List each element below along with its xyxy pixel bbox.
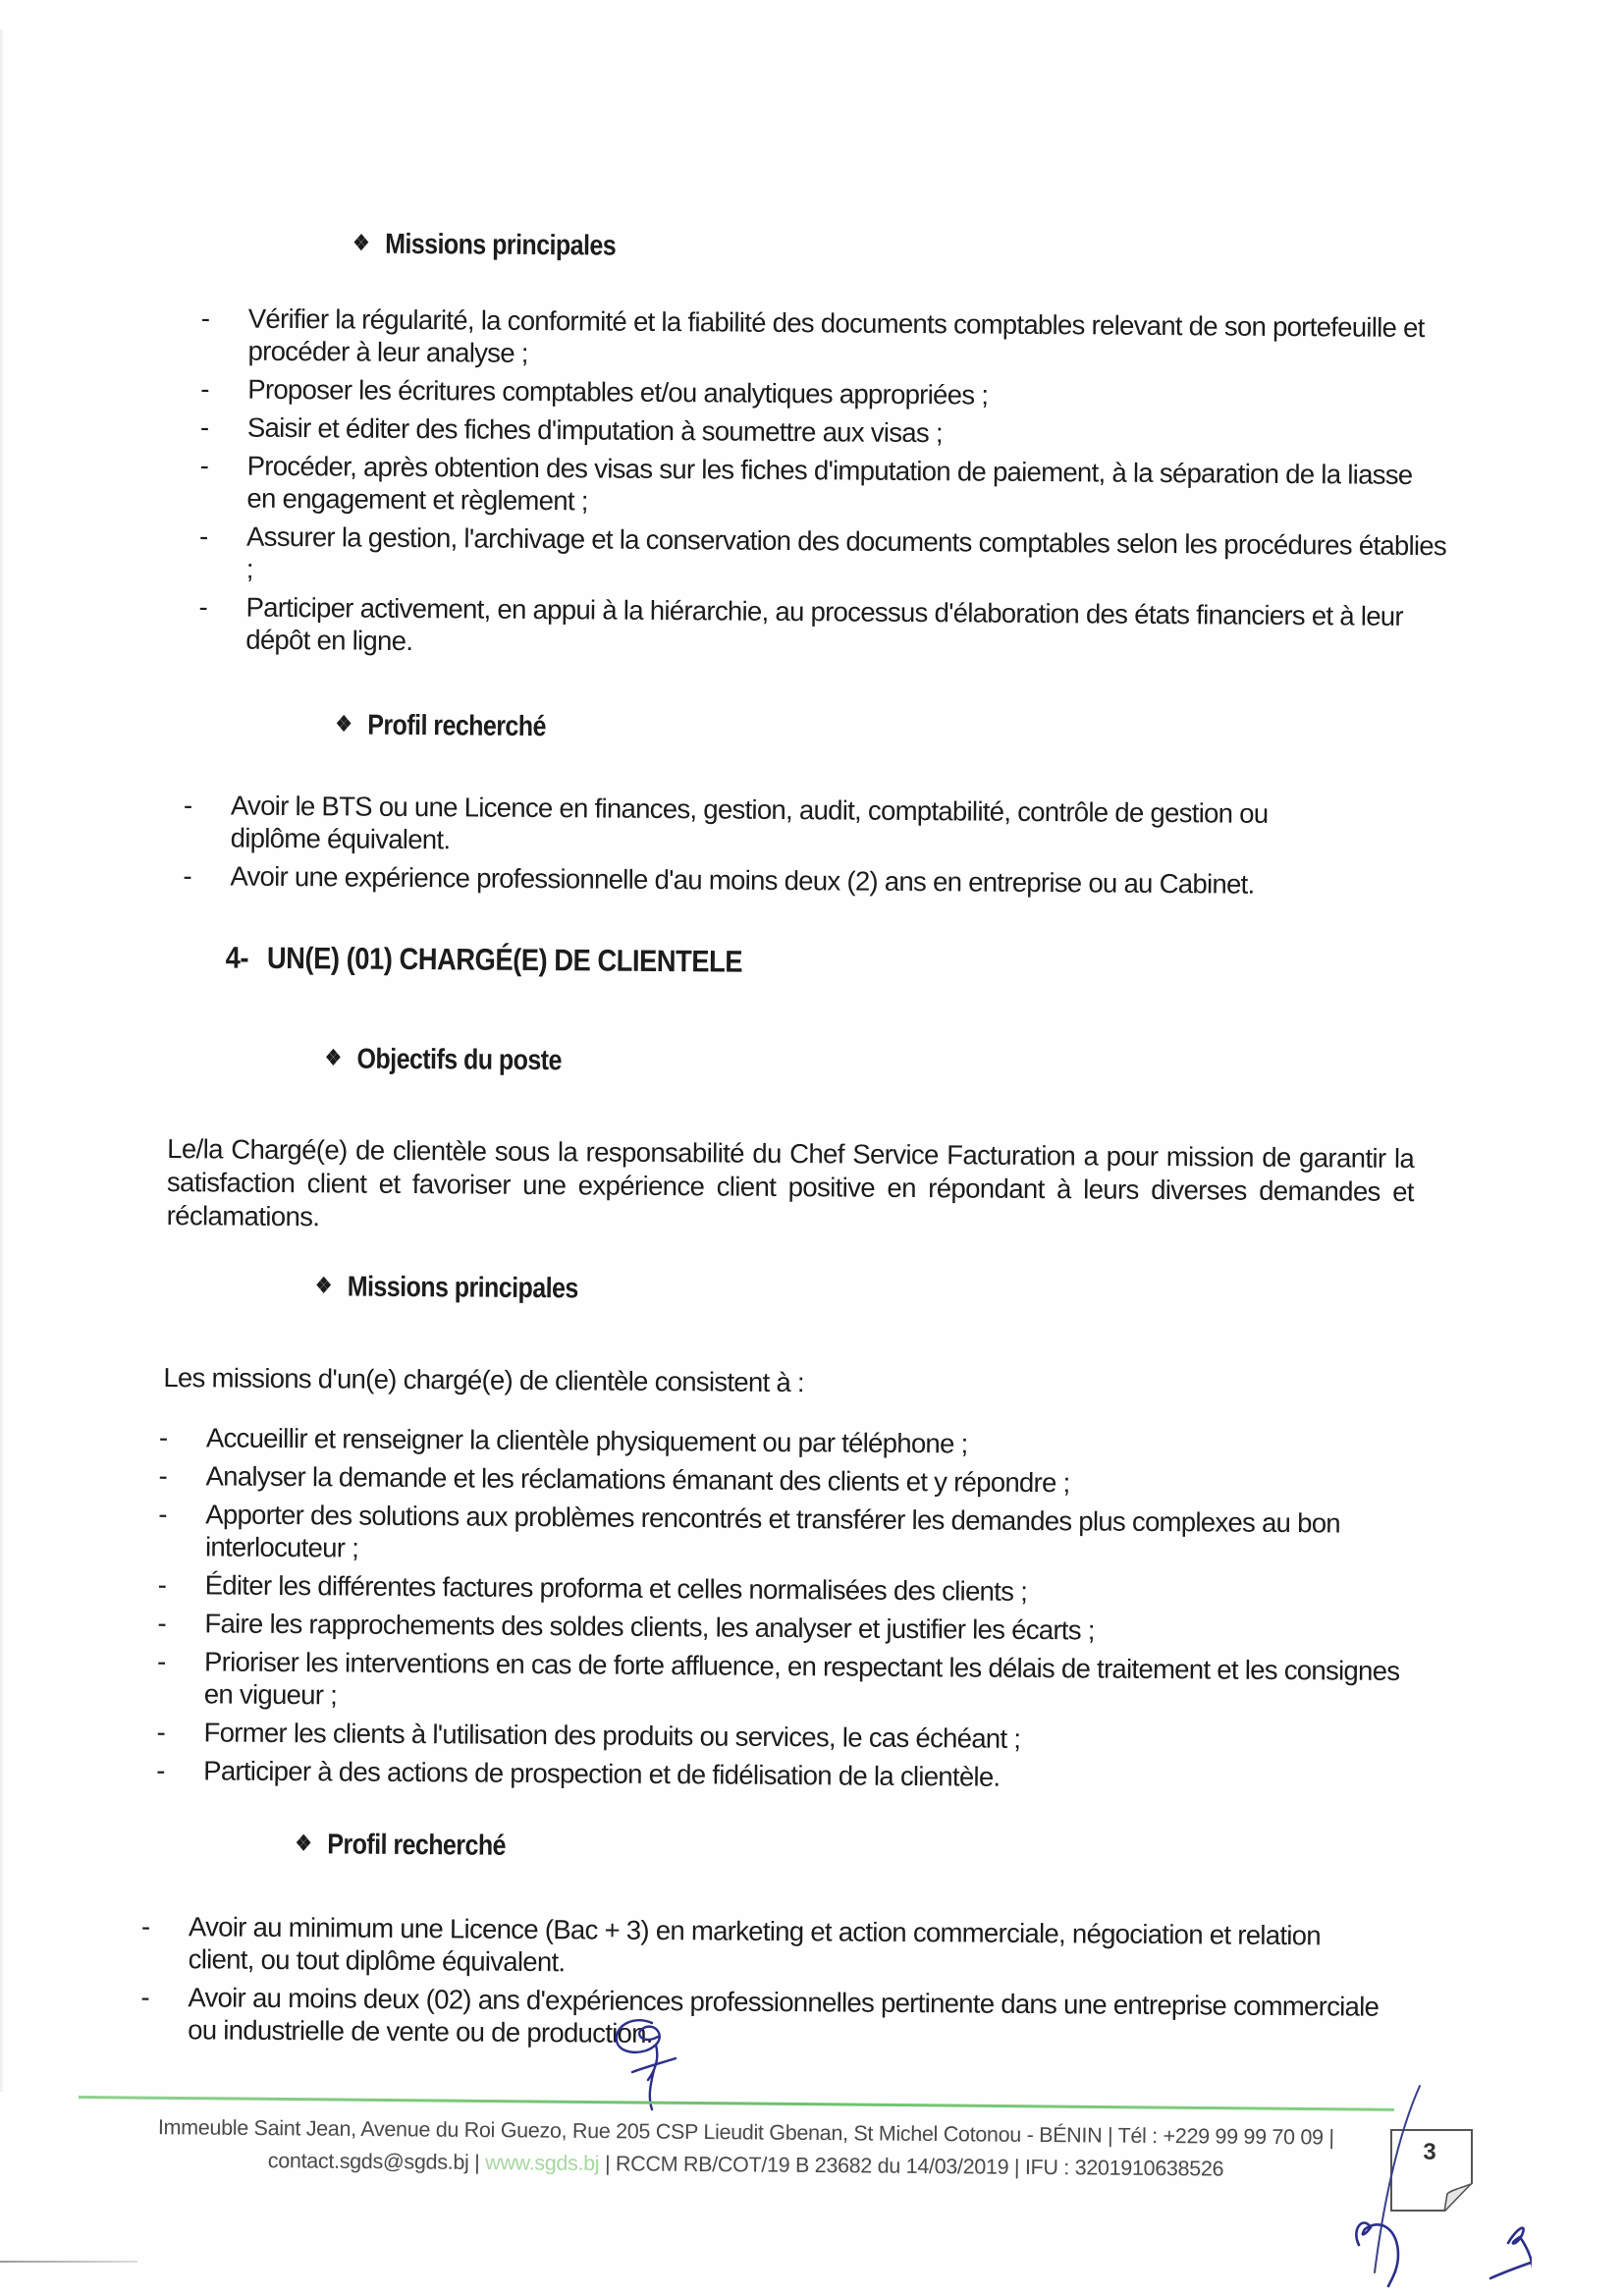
list-item [183,790,1350,863]
dash-marker: - [200,302,210,334]
list-item [183,860,1349,902]
list-item [198,591,1445,666]
diamond-bullet-icon: ❖ [335,711,352,737]
dash-marker: - [200,373,209,405]
footer-website[interactable]: www.sgds.bj [485,2151,600,2176]
list-item-text: Avoir au minimum une Licence (Bac + 3) en marketing et action commerciale, négociation et relation client, ou tout diplôme équivalent. [188,1911,1322,1978]
dash-marker: - [183,860,191,892]
list-item-text: Saisir et éditer des fiches d'imputation à soumettre aux visas ; [246,411,943,449]
list-item-text: Faire les rapprochements des soldes clients, les analyser et justifier les écarts ; [204,1608,1095,1646]
heading-text: Missions principales [385,228,617,262]
diamond-bullet-icon: ❖ [352,230,370,255]
objectifs-heading [325,1043,562,1077]
dash-marker: - [198,591,208,623]
dash-marker: - [158,1421,168,1453]
list-item-text: Prioriser les interventions en cas de forte affluence, en respectant les délais de traitement et les consignes en vigueur ; [203,1646,1400,1711]
profil-list-s3 [183,790,1350,907]
section-number: 4- [225,940,249,975]
footer-address: Immeuble Saint Jean, Avenue du Roi Guezo, Rue 205 CSP Lieudit Gbenan, St Michel Cotonou - BÉNIN | Tél : +229 99 99 70 09 | [157,2115,1334,2150]
dash-marker: - [158,1498,167,1530]
list-item-text: Avoir le BTS ou une Licence en finances, gestion, audit, comptabilité, contrôle de gestion ou diplôme équivalent. [230,790,1269,855]
list-item [198,520,1447,595]
list-item [200,373,1447,415]
list-item [156,1645,1408,1720]
diamond-bullet-icon: ❖ [295,1831,312,1856]
list-item [199,411,1447,454]
dash-marker: - [156,1716,166,1748]
dash-marker: - [198,520,208,552]
missions-list-s4 [156,1421,1410,1802]
list-item-text: Avoir une expérience professionnelle d'au moins deux (2) ans en entreprise ou au Cabinet. [230,860,1255,900]
list-item-text: Proposer les écritures comptables et/ou analytiques appropriées ; [247,373,989,410]
list-item [156,1716,1407,1758]
objectifs-paragraph: Le/la Chargé(e) de clientèle sous la responsabilité du Chef Service Facturation a pour mission de garantir la satisfaction client et favoriser une expérience client positive en répondant à leurs diverses demandes et réclamations. [166,1133,1415,1232]
dash-marker: - [156,1754,165,1786]
list-item-text: Éditer les différentes factures proforma et celles normalisées des clients ; [204,1569,1028,1607]
heading-text: Profil recherché [367,709,547,743]
dash-marker: - [183,790,192,821]
profil-heading-s3 [335,709,546,743]
list-item [156,1754,1407,1796]
profil-heading-s4 [296,1829,507,1863]
heading-text: Objectifs du poste [356,1043,563,1077]
footer-email[interactable]: contact.sgds@sgds.bj [267,2149,469,2174]
list-item-text: Accueillir et renseigner la clientèle physiquement ou par téléphone ; [205,1422,968,1459]
footer-registry: | RCCM RB/COT/19 B 23682 du 14/03/2019 | IFU : 3201910638526 [599,2152,1224,2181]
heading-text: Missions principales [347,1271,578,1305]
missions-list-s3 [198,302,1448,672]
scan-edge-shadow [0,29,4,2092]
profil-list-s4 [140,1910,1388,2061]
list-item-text: Analyser la demande et les réclamations émanant des clients et y répondre ; [205,1460,1070,1499]
list-item [158,1421,1410,1463]
list-item-text: Vérifier la régularité, la conformité et la fiabilité des documents comptables relevant de son portefeuille et procéder à leur analyse ; [247,302,1425,368]
dash-marker: - [157,1607,167,1639]
list-item [157,1607,1408,1649]
list-item [158,1498,1409,1572]
footer-rule [79,2096,1394,2111]
missions-heading-s3 [352,229,616,263]
section-4-title [226,941,743,980]
scan-artifact-line [0,2261,137,2263]
missions-intro: Les missions d'un(e) chargé(e) de clientèle consistent à : [163,1362,804,1398]
dash-marker: - [156,1645,166,1677]
page-content [9,0,1624,2049]
diamond-bullet-icon: ❖ [315,1273,332,1298]
dash-marker: - [199,450,209,481]
dash-marker: - [140,1910,150,1941]
list-item [199,450,1446,524]
dash-marker: - [158,1459,168,1492]
list-item-text: Apporter des solutions aux problèmes rencontrés et transférer les demandes plus complexes au bon interlocuteur ; [204,1499,1341,1563]
list-item [200,302,1447,377]
page-number: 3 [1423,2139,1436,2165]
dash-marker: - [157,1568,167,1601]
footer-separator: | [468,2150,486,2175]
list-item-text: Participer activement, en appui à la hiérarchie, au processus d'élaboration des états financiers et à leur dépôt en ligne. [245,591,1404,656]
list-item-text: Participer à des actions de prospection et de fidélisation de la clientèle. [203,1755,1001,1792]
footer [141,2111,1350,2187]
dash-marker: - [199,411,209,443]
section-title-text: UN(E) (01) CHARGÉ(E) DE CLIENTELE [266,940,743,979]
missions-heading-s4 [315,1271,578,1305]
diamond-bullet-icon: ❖ [324,1045,342,1070]
heading-text: Profil recherché [327,1829,507,1862]
list-item-text: Assurer la gestion, l'archivage et la conservation des documents comptables selon les procédures établies ; [245,520,1447,584]
list-item [140,1981,1387,2055]
list-item-text: Former les clients à l'utilisation des produits ou services, le cas échéant ; [203,1717,1021,1754]
dash-marker: - [140,1981,150,2012]
list-item-text: Procéder, après obtention des visas sur les fiches d'imputation de paiement, à la séparation de la liasse en engagement et règlement ; [246,450,1413,517]
list-item [157,1568,1409,1611]
list-item [158,1459,1409,1502]
list-item-text: Avoir au moins deux (02) ans d'expériences professionnelles pertinente dans une entreprise commerciale ou industrielle de vente ou de production. [188,1982,1380,2049]
list-item [140,1910,1388,1985]
handwritten-initials [1276,2072,1532,2296]
